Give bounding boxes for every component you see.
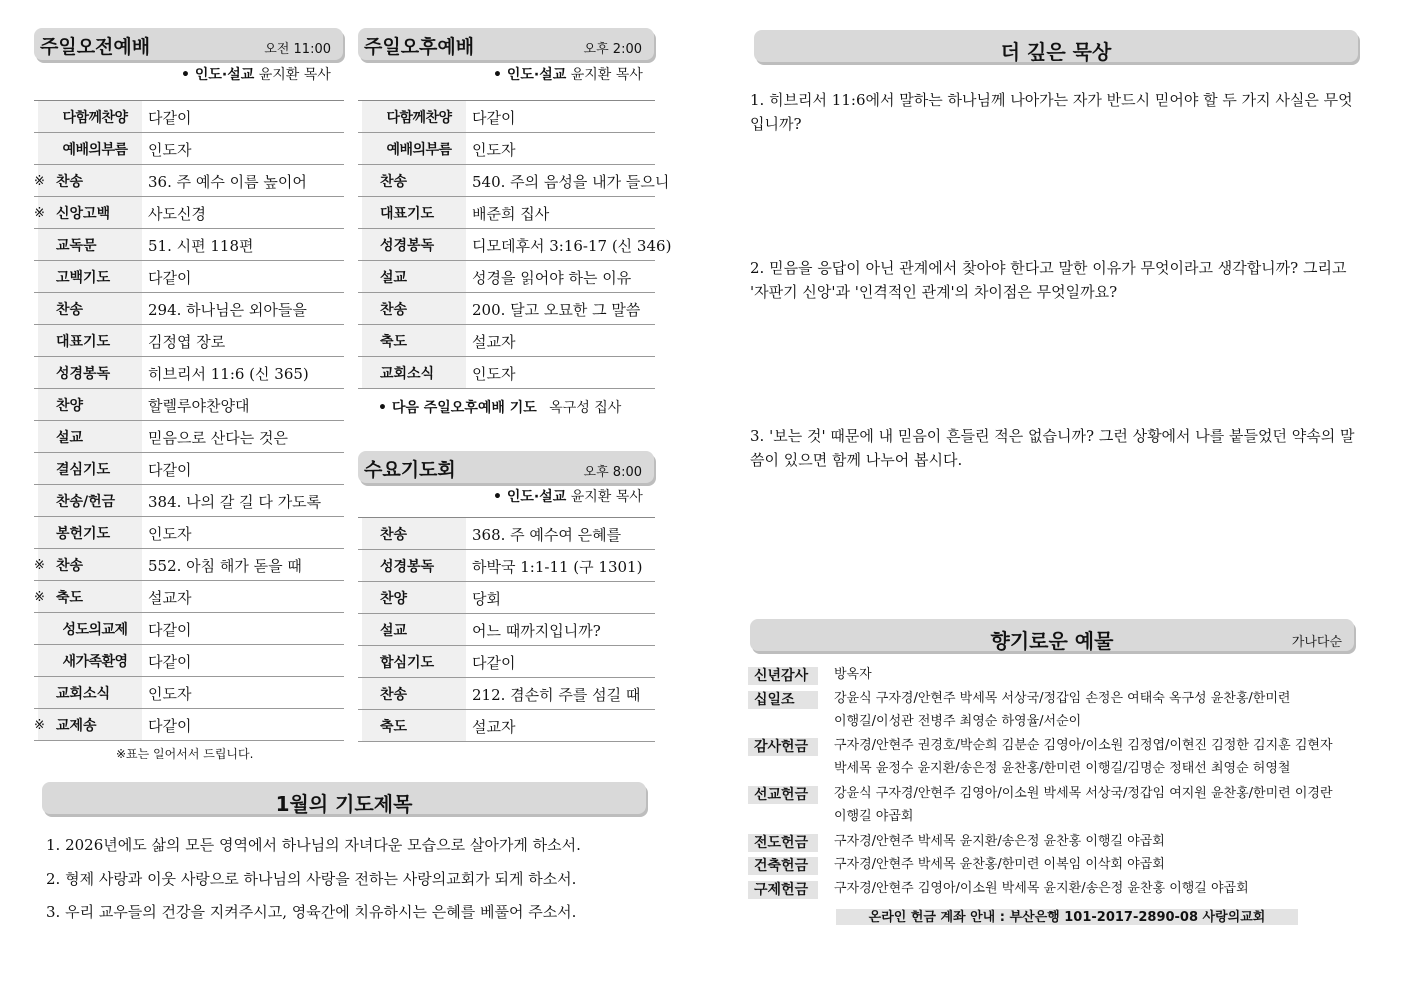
order-row [34, 165, 344, 197]
order-row [34, 293, 344, 325]
prayer-topics-header [42, 782, 646, 814]
order-item-value: 배준희 집사 [472, 205, 550, 223]
wednesday-leader [493, 486, 643, 506]
order-item-value: 294. 하나님은 외아들을 [148, 301, 307, 319]
order-row [34, 389, 344, 421]
order-row [34, 261, 344, 293]
meditation-question: 2. 믿음을 응답이 아닌 관계에서 찾아야 한다고 말한 이유가 무엇이라고 생각합니까? 그리고 '자판기 신앙'과 '인격적인 관계'의 차이점은 무엇일까요? [750, 259, 1347, 301]
order-item-value: 384. 나의 갈 길 다 가도록 [148, 493, 322, 511]
order-row [358, 646, 655, 678]
order-item-value: 설교자 [148, 589, 192, 607]
order-item-value: 다같이 [148, 717, 192, 735]
order-item-value: 히브리서 11:6 (신 365) [148, 365, 309, 383]
order-row [34, 709, 344, 741]
standing-mark: ※ [34, 718, 45, 733]
order-row [358, 518, 655, 550]
order-item-value: 김정엽 장로 [148, 333, 226, 351]
order-item-label: 봉헌기도 [38, 517, 142, 548]
offering-names: 방옥자 [834, 667, 872, 682]
order-row [34, 677, 344, 709]
prayer-topics-list [46, 834, 656, 934]
order-item-label: 찬송/헌금 [38, 485, 142, 516]
order-row [34, 645, 344, 677]
afternoon-order-table [358, 100, 672, 389]
order-row [358, 710, 655, 742]
order-item-value: 당회 [472, 590, 501, 608]
offering-header [750, 619, 1354, 651]
order-row [34, 229, 344, 261]
order-row [34, 421, 344, 453]
order-item-label: 설교 [38, 421, 142, 452]
prayer-topics-title: 1월의 기도제목 [275, 792, 413, 816]
order-item-label: 예배의부름 [362, 133, 466, 164]
order-row [358, 101, 655, 133]
order-item-value: 성경을 읽어야 하는 이유 [472, 269, 632, 287]
order-item-value: 다같이 [472, 109, 516, 127]
standing-mark: ※ [34, 558, 45, 573]
order-item-value: 어느 때까지입니까? [472, 622, 601, 640]
order-row [34, 133, 344, 165]
offering-names: 구자경/안현주 권경호/박순희 김분순 김영아/이소원 김정엽/이현진 김정한 김지훈 김현자 [834, 738, 1333, 754]
order-item-label: 성경봉독 [38, 357, 142, 388]
order-row [358, 165, 670, 197]
order-item-label: 결심기도 [38, 453, 142, 484]
order-item-label: 찬송 [38, 165, 142, 196]
order-item-label: 합심기도 [362, 646, 466, 677]
order-item-label: 대표기도 [362, 197, 466, 228]
meditation-question: 3. '보는 것' 때문에 내 믿음이 흔들린 적은 없습니까? 그런 상황에서 나를 붙들었던 약속의 말씀이 있으면 함께 나누어 봅시다. [750, 427, 1355, 469]
wednesday-service-time: 오후 8:00 [583, 465, 642, 480]
order-item-label: 교제송 [38, 709, 142, 740]
order-item-value: 다같이 [472, 654, 516, 672]
morning-leader-label: • 인도·설교 [181, 67, 255, 83]
order-item-value: 다같이 [148, 109, 192, 127]
offering-names: 구자경/안현주 박세목 윤찬홍/한미련 이복임 이삭회 야곱회 [834, 857, 1165, 873]
order-item-label: 성경봉독 [362, 550, 466, 581]
morning-order-table [34, 100, 344, 741]
order-item-value: 36. 주 예수 이름 높이어 [148, 173, 307, 191]
order-row [358, 229, 672, 261]
afternoon-service-time: 오후 2:00 [583, 42, 642, 57]
standing-note: ※표는 일어서서 드립니다. [116, 747, 254, 761]
offering-names: 이행길/이성관 전병주 최영순 하영율/서순이 [834, 713, 1082, 729]
order-item-value: 552. 아침 해가 돋을 때 [148, 557, 302, 575]
order-row [358, 614, 655, 646]
order-item-label: 교회소식 [38, 677, 142, 708]
order-item-value: 설교자 [472, 333, 516, 351]
order-item-label: 교회소식 [362, 357, 466, 388]
order-item-label: 축도 [362, 710, 466, 741]
order-item-label: 예배의부름 [38, 133, 142, 164]
order-item-label: 다함께찬양 [38, 101, 142, 132]
order-item-value: 368. 주 예수여 은혜를 [472, 526, 622, 544]
order-item-value: 다같이 [148, 621, 192, 639]
order-item-value: 인도자 [472, 141, 516, 159]
order-item-label: 찬송 [38, 293, 142, 324]
offering-order-note: 가나다순 [1291, 635, 1342, 650]
order-item-value: 인도자 [472, 365, 516, 383]
order-row [358, 261, 655, 293]
order-item-value: 인도자 [148, 525, 192, 543]
wednesday-leader-label: • 인도·설교 [493, 489, 567, 505]
wednesday-service-title: 수요기도회 [364, 459, 456, 481]
wednesday-leader-name: 윤지환 목사 [570, 489, 643, 505]
offering-category-label: 구제헌금 [748, 881, 818, 899]
offering-names: 구자경/안현주 박세목 윤지환/송은정 윤찬홍 이행길 야곱회 [834, 833, 1165, 849]
morning-leader-name: 윤지환 목사 [258, 67, 331, 83]
next-prayer-name: 옥구성 집사 [549, 400, 622, 416]
afternoon-service-header [358, 28, 654, 60]
order-row [34, 581, 344, 613]
order-row [34, 357, 344, 389]
offering-list [748, 666, 1360, 898]
order-item-label: 설교 [362, 261, 466, 292]
order-item-value: 200. 달고 오묘한 그 말씀 [472, 301, 641, 319]
order-row [358, 582, 655, 614]
offering-names: 강윤식 구자경/안현주 박세목 서상국/정갑임 손정은 여태숙 옥구성 윤찬홍/한미련 [834, 690, 1291, 706]
order-item-value: 다같이 [148, 653, 192, 671]
offering-category-label: 신년감사 [748, 667, 818, 685]
order-row [358, 678, 655, 710]
order-item-value: 할렐루야찬양대 [148, 397, 250, 415]
order-item-label: 교독문 [38, 229, 142, 260]
wednesday-order-table [358, 517, 655, 742]
order-row [34, 549, 344, 581]
order-item-label: 새가족환영 [38, 645, 142, 676]
order-item-value: 인도자 [148, 141, 192, 159]
morning-leader [181, 64, 331, 84]
order-row [358, 550, 655, 582]
order-row [34, 613, 344, 645]
prayer-topic-item: 3. 우리 교우들의 건강을 지켜주시고, 영육간에 치유하시는 은혜를 베풀어 주소서. [46, 903, 577, 921]
meditation-title: 더 깊은 묵상 [1000, 40, 1112, 64]
morning-service-time: 오전 11:00 [264, 42, 331, 57]
morning-service-title: 주일오전예배 [40, 36, 151, 58]
standing-mark: ※ [34, 590, 45, 605]
meditation-question: 1. 히브리서 11:6에서 말하는 하나님께 나아가는 자가 반드시 믿어야 할 두 가지 사실은 무엇입니까? [750, 91, 1353, 133]
order-row [34, 453, 344, 485]
prayer-topic-item: 2. 형제 사랑과 이웃 사랑으로 하나님의 사랑을 전하는 사랑의교회가 되게 하소서. [46, 870, 577, 888]
order-item-label: 찬양 [362, 582, 466, 613]
order-item-value: 51. 시편 118편 [148, 237, 254, 255]
order-item-label: 찬송 [38, 549, 142, 580]
order-item-value: 540. 주의 음성을 내가 들으니 [472, 173, 670, 191]
offering-names: 구자경/안현주 김영아/이소원 박세목 윤지환/송은정 윤찬홍 이행길 야곱회 [834, 881, 1249, 897]
order-row [358, 357, 655, 389]
order-item-label: 찬송 [362, 678, 466, 709]
order-row [34, 485, 344, 517]
afternoon-leader-name: 윤지환 목사 [570, 67, 643, 83]
order-item-label: 성도의교제 [38, 613, 142, 644]
order-item-label: 대표기도 [38, 325, 142, 356]
wednesday-service-header [358, 451, 654, 483]
next-prayer-label: • 다음 주일오후예배 기도 [378, 400, 537, 416]
standing-mark: ※ [34, 206, 45, 221]
order-item-label: 찬송 [362, 165, 466, 196]
order-item-value: 212. 겸손히 주를 섬길 때 [472, 686, 641, 704]
order-item-value: 설교자 [472, 718, 516, 736]
order-item-label: 성경봉독 [362, 229, 466, 260]
offering-category-label: 감사헌금 [748, 738, 818, 756]
order-item-label: 축도 [362, 325, 466, 356]
order-item-value: 하박국 1:1-11 (구 1301) [472, 558, 643, 576]
order-item-label: 찬송 [362, 518, 466, 549]
offering-names: 이행길 야곱회 [834, 809, 914, 824]
order-item-label: 찬송 [362, 293, 466, 324]
morning-service-header [34, 28, 343, 60]
order-item-label: 설교 [362, 614, 466, 645]
order-item-value: 믿음으로 산다는 것은 [148, 429, 288, 447]
afternoon-service-title: 주일오후예배 [364, 36, 475, 58]
order-row [358, 197, 655, 229]
offering-category-label: 선교헌금 [748, 786, 818, 804]
order-row [358, 325, 655, 357]
order-item-value: 디모데후서 3:16-17 (신 346) [472, 237, 672, 255]
order-row [34, 325, 344, 357]
order-item-value: 다같이 [148, 461, 192, 479]
prayer-topic-item: 1. 2026년에도 삶의 모든 영역에서 하나님의 자녀다운 모습으로 살아가게 하소서. [46, 836, 581, 854]
afternoon-leader [493, 64, 643, 84]
order-item-value: 인도자 [148, 685, 192, 703]
order-row [358, 133, 655, 165]
order-row [34, 101, 344, 133]
order-item-value: 다같이 [148, 269, 192, 287]
offering-title: 향기로운 예물 [990, 629, 1114, 653]
order-item-label: 신앙고백 [38, 197, 142, 228]
meditation-header [754, 30, 1358, 62]
offering-category-label: 전도헌금 [748, 834, 818, 852]
offering-category-label: 십일조 [748, 691, 818, 709]
order-row [358, 293, 655, 325]
standing-mark: ※ [34, 174, 45, 189]
order-item-label: 다함께찬양 [362, 101, 466, 132]
offering-names: 박세목 윤정수 윤지환/송은정 윤찬홍/한미련 이행길/김명순 정태선 최영순 허영철 [834, 761, 1291, 777]
offering-category-label: 건축헌금 [748, 857, 818, 875]
online-offering-account: 온라인 헌금 계좌 안내 : 부산은행 101-2017-2890-08 사랑의교회 [836, 909, 1298, 925]
order-row [34, 197, 344, 229]
offering-names: 강윤식 구자경/안현주 김영아/이소원 박세목 서상국/정갑임 여지원 윤찬홍/한미련 이경란 [834, 786, 1333, 801]
order-item-value: 사도신경 [148, 205, 206, 223]
order-item-label: 찬양 [38, 389, 142, 420]
afternoon-leader-label: • 인도·설교 [493, 67, 567, 83]
next-prayer [378, 397, 621, 417]
order-item-label: 고백기도 [38, 261, 142, 292]
order-row [34, 517, 344, 549]
order-item-label: 축도 [38, 581, 142, 612]
